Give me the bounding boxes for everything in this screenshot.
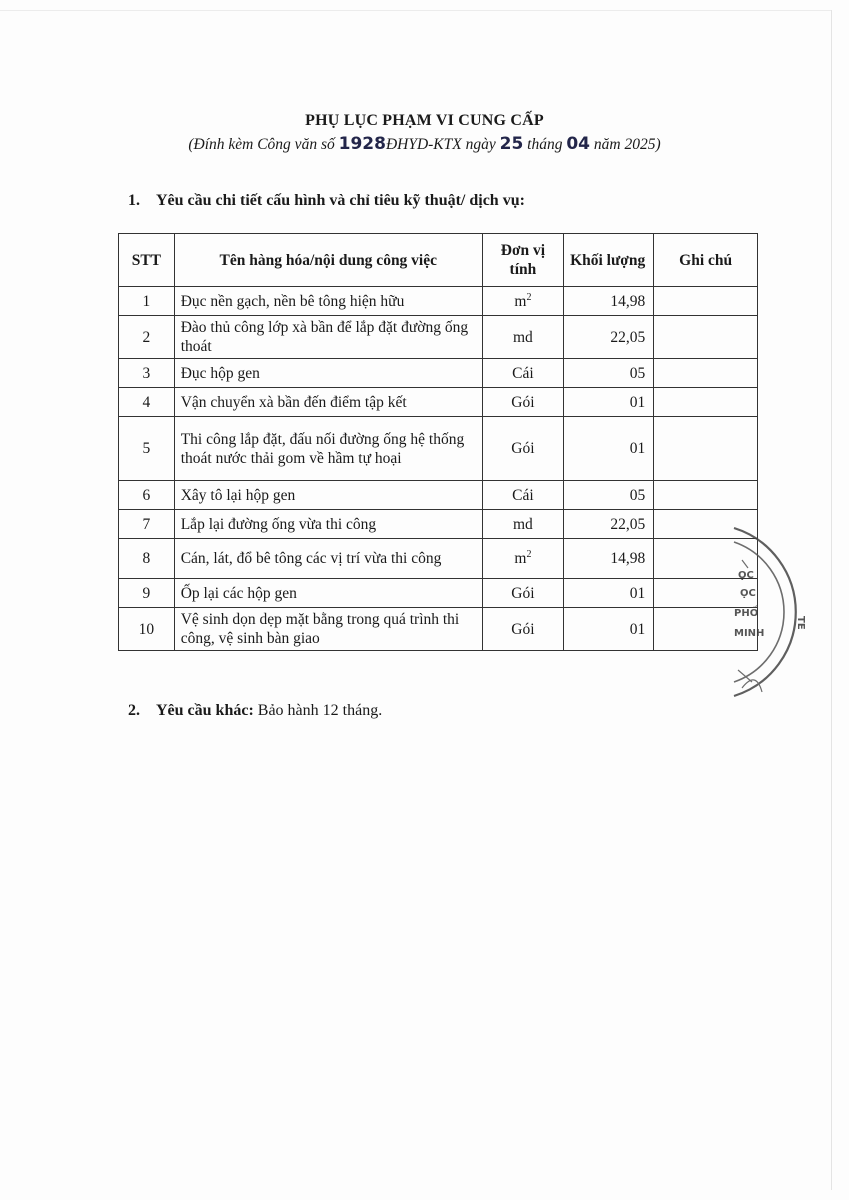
cell-quantity: 22,05 [564, 510, 654, 539]
cell-name: Vệ sinh dọn dẹp mặt bằng trong quá trình thi công, vệ sinh bàn giao [174, 608, 482, 651]
official-seal-stamp [712, 520, 832, 710]
section-1-heading [128, 192, 525, 210]
specification-table [118, 233, 758, 651]
cell-stt: 5 [119, 417, 175, 481]
cell-note [654, 316, 758, 359]
cell-stt: 10 [119, 608, 175, 651]
seal-text-fragment-3: PHỐ [734, 608, 759, 619]
cell-name: Lắp lại đường ống vừa thi công [174, 510, 482, 539]
handwritten-day: 25 [499, 134, 524, 154]
section-2-label: Yêu cầu khác: [156, 702, 254, 719]
cell-name: Ốp lại các hộp gen [174, 579, 482, 608]
cell-unit [482, 287, 563, 316]
unit-text: Gói [511, 393, 535, 411]
cell-unit [482, 539, 563, 579]
cell-name: Đào thủ công lớp xà bần để lắp đặt đường ống thoát [174, 316, 482, 359]
cell-unit [482, 481, 563, 510]
unit-text: Gói [511, 584, 535, 602]
section-1-number: 1. [128, 192, 140, 209]
cell-unit [482, 608, 563, 651]
cell-unit [482, 417, 563, 481]
cell-note [654, 359, 758, 388]
page-edge-top [0, 10, 832, 11]
cell-unit [482, 388, 563, 417]
subtitle-year: năm 2025) [590, 136, 661, 153]
table-row [119, 388, 758, 417]
section-1-label: Yêu cầu chi tiết cấu hình và chỉ tiêu kỹ thuật/ dịch vụ: [156, 192, 525, 209]
seal-text-fragment-5: TE [795, 616, 806, 630]
cell-quantity: 01 [564, 579, 654, 608]
cell-quantity: 05 [564, 359, 654, 388]
unit-text: md [513, 328, 533, 346]
header-stt: STT [119, 234, 175, 287]
cell-name: Thi công lắp đặt, đấu nối đường ống hệ thống thoát nước thải gom về hầm tự hoại [174, 417, 482, 481]
unit-superscript: 2 [526, 291, 532, 303]
table-row [119, 510, 758, 539]
table-row [119, 287, 758, 316]
unit-text: m [514, 292, 527, 310]
seal-text-fragment-1: ỌC [738, 570, 754, 581]
cell-name: Cán, lát, đổ bê tông các vị trí vừa thi công [174, 539, 482, 579]
cell-stt: 2 [119, 316, 175, 359]
cell-stt: 7 [119, 510, 175, 539]
cell-name: Xây tô lại hộp gen [174, 481, 482, 510]
unit-text: Cái [512, 364, 534, 382]
seal-text-fragment-2: ỌC [740, 588, 756, 599]
seal-text-fragment-4: MINH [734, 628, 765, 639]
unit-text: m [514, 550, 527, 567]
cell-unit [482, 359, 563, 388]
table-row [119, 539, 758, 579]
cell-stt: 1 [119, 287, 175, 316]
cell-name: Đục hộp gen [174, 359, 482, 388]
cell-quantity: 14,98 [564, 539, 654, 579]
cell-note [654, 417, 758, 481]
table-row [119, 481, 758, 510]
cell-unit [482, 579, 563, 608]
subtitle-suffix: ĐHYD-KTX ngày [385, 136, 500, 153]
cell-stt: 8 [119, 539, 175, 579]
cell-quantity: 14,98 [564, 287, 654, 316]
cell-stt: 6 [119, 481, 175, 510]
table-row [119, 316, 758, 359]
table-row [119, 359, 758, 388]
subtitle-month-label: tháng [523, 136, 567, 153]
document-subtitle [0, 134, 849, 154]
header-unit: Đơn vị tính [482, 234, 563, 287]
section-2-text: Bảo hành 12 tháng. [253, 702, 383, 719]
cell-unit [482, 316, 563, 359]
cell-quantity: 01 [564, 417, 654, 481]
cell-name: Đục nền gạch, nền bê tông hiện hữu [174, 287, 482, 316]
cell-quantity: 01 [564, 388, 654, 417]
cell-unit [482, 510, 563, 539]
handwritten-document-number: 1928 [338, 134, 386, 154]
cell-note [654, 481, 758, 510]
cell-note [654, 388, 758, 417]
unit-text: Cái [512, 486, 534, 504]
table-header-row [119, 234, 758, 287]
cell-quantity: 05 [564, 481, 654, 510]
cell-quantity: 01 [564, 608, 654, 651]
table-row [119, 417, 758, 481]
unit-text: md [513, 515, 533, 533]
cell-note [654, 287, 758, 316]
unit-text: Gói [511, 440, 535, 457]
header-quantity: Khối lượng [564, 234, 654, 287]
unit-superscript: 2 [526, 548, 532, 560]
unit-text: Gói [511, 620, 535, 638]
cell-stt: 4 [119, 388, 175, 417]
header-note: Ghi chú [654, 234, 758, 287]
cell-name: Vận chuyển xà bần đến điểm tập kết [174, 388, 482, 417]
header-name: Tên hàng hóa/nội dung công việc [174, 234, 482, 287]
cell-stt: 9 [119, 579, 175, 608]
cell-stt: 3 [119, 359, 175, 388]
section-2-number: 2. [128, 702, 140, 719]
table-row [119, 608, 758, 651]
table-row [119, 579, 758, 608]
cell-quantity: 22,05 [564, 316, 654, 359]
document-title: PHỤ LỤC PHẠM VI CUNG CẤP [305, 112, 544, 129]
handwritten-month: 04 [566, 134, 591, 154]
section-2-heading [128, 702, 382, 720]
subtitle-prefix: (Đính kèm Công văn số [188, 136, 339, 153]
